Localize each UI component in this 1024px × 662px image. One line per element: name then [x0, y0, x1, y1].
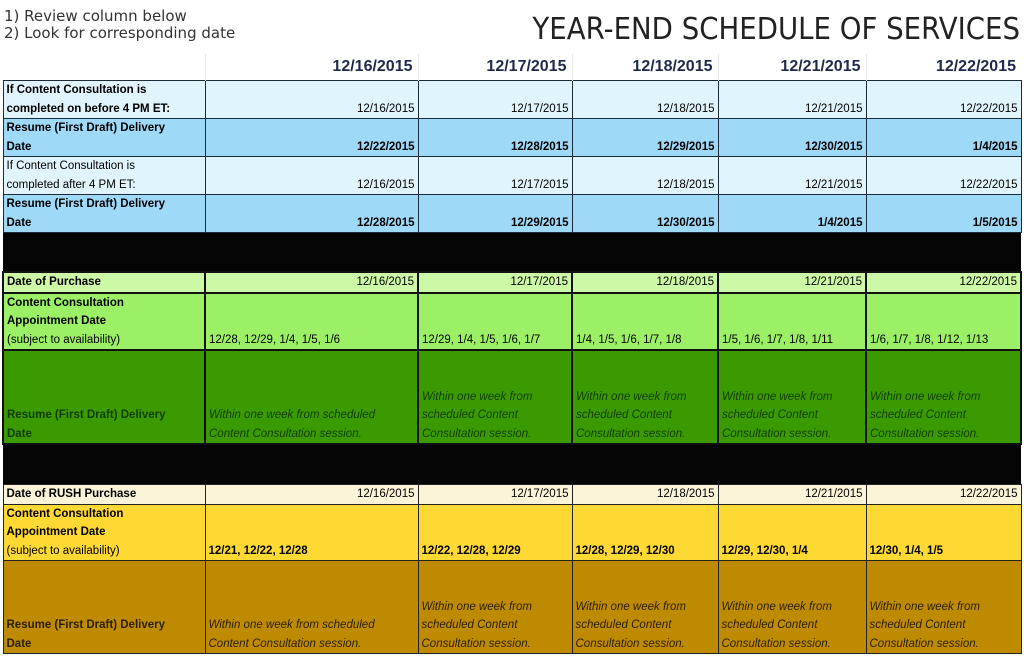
- table-cell: 1/4, 1/5, 1/6, 1/7, 1/8: [572, 293, 718, 351]
- row-label: Resume (First Draft) Delivery Date: [3, 195, 205, 233]
- table-cell: Within one week from scheduled Content Consultation session.: [205, 561, 418, 654]
- page-title: YEAR-END SCHEDULE OF SERVICES: [532, 12, 1020, 47]
- row-label: Date of Purchase: [3, 272, 205, 293]
- row-label: Resume (First Draft) Delivery Date: [3, 561, 205, 654]
- table-cell: Within one week from scheduled Content Consultation session.: [866, 350, 1021, 444]
- column-header: 12/18/2015: [572, 54, 718, 81]
- section-divider: [3, 444, 1021, 485]
- table-cell: Within one week from scheduled Content Consultation session.: [418, 350, 572, 444]
- column-header: 12/22/2015: [866, 54, 1021, 81]
- table-cell: 12/30/2015: [572, 195, 718, 233]
- table-cell: 12/22/2015: [866, 157, 1021, 195]
- table-cell: 12/17/2015: [418, 157, 572, 195]
- table-cell: 12/22/2015: [866, 272, 1021, 293]
- table-cell: 12/16/2015: [205, 81, 418, 119]
- instruction-step-1: 1) Review column below: [4, 7, 187, 25]
- table-cell: 1/5, 1/6, 1/7, 1/8, 1/11: [718, 293, 866, 351]
- table-cell: 12/28, 12/29, 1/4, 1/5, 1/6: [205, 293, 418, 351]
- row-label: Date of RUSH Purchase: [3, 485, 205, 505]
- table-row-delivery-date: [3, 350, 1021, 444]
- divider-bar: [3, 233, 1021, 273]
- table-cell: Within one week from scheduled Content Consultation session.: [418, 561, 572, 654]
- column-header: 12/16/2015: [205, 54, 418, 81]
- table-row-before-4pm-delivery: [3, 119, 1021, 157]
- table-cell: 12/29/2015: [418, 195, 572, 233]
- row-label: Resume (First Draft) Delivery Date: [3, 350, 205, 444]
- table-cell: 12/17/2015: [418, 272, 572, 293]
- table-cell: 1/5/2015: [866, 195, 1021, 233]
- header-corner: [3, 54, 205, 81]
- table-cell: 12/21/2015: [718, 157, 866, 195]
- table-cell: Within one week from scheduled Content Consultation session.: [718, 561, 866, 654]
- divider-bar: [3, 444, 1021, 485]
- table-cell: 1/4/2015: [718, 195, 866, 233]
- table-cell: 12/16/2015: [205, 157, 418, 195]
- table-cell: 12/30/2015: [718, 119, 866, 157]
- instruction-step-2: 2) Look for corresponding date: [4, 24, 236, 42]
- table-row-rush-delivery-date: [3, 561, 1021, 654]
- table-cell: 12/22/2015: [866, 81, 1021, 119]
- table-cell: 12/29/2015: [572, 119, 718, 157]
- row-label: If Content Consultation is completed on before 4 PM ET:: [3, 81, 205, 119]
- table-cell: Within one week from scheduled Content Consultation session.: [205, 350, 418, 444]
- table-cell: 12/22/2015: [205, 119, 418, 157]
- table-row-before-4pm: [3, 81, 1021, 119]
- table-row-date-of-purchase: [3, 272, 1021, 293]
- table-cell: 12/17/2015: [418, 81, 572, 119]
- table-row-date-of-rush-purchase: [3, 485, 1021, 505]
- section-divider: [3, 233, 1021, 273]
- table-cell: 12/29, 1/4, 1/5, 1/6, 1/7: [418, 293, 572, 351]
- table-cell: Within one week from scheduled Content Consultation session.: [866, 561, 1021, 654]
- table-row-rush-appointment-date: [3, 504, 1021, 561]
- table-row-appointment-date: [3, 293, 1021, 351]
- table-cell: Within one week from scheduled Content Consultation session.: [718, 350, 866, 444]
- table-cell: 1/4/2015: [866, 119, 1021, 157]
- table-cell: 12/22, 12/28, 12/29: [418, 504, 572, 561]
- table-cell: 12/28/2015: [418, 119, 572, 157]
- table-cell: 12/30, 1/4, 1/5: [866, 504, 1021, 561]
- table-cell: 12/18/2015: [572, 81, 718, 119]
- row-label: Content Consultation Appointment Date (subject to availability): [3, 293, 205, 351]
- table-cell: 12/21, 12/22, 12/28: [205, 504, 418, 561]
- table-cell: 12/28, 12/29, 12/30: [572, 504, 718, 561]
- header-row: [3, 54, 1021, 81]
- column-header: 12/17/2015: [418, 54, 572, 81]
- instructions: [4, 8, 235, 42]
- table-cell: 1/6, 1/7, 1/8, 1/12, 1/13: [866, 293, 1021, 351]
- table-cell: 12/17/2015: [418, 485, 572, 505]
- column-header: 12/21/2015: [718, 54, 866, 81]
- table-cell: 12/22/2015: [866, 485, 1021, 505]
- schedule-table: [2, 54, 1022, 654]
- table-cell: 12/18/2015: [572, 157, 718, 195]
- table-cell: 12/28/2015: [205, 195, 418, 233]
- table-cell: 12/16/2015: [205, 272, 418, 293]
- table-cell: 12/21/2015: [718, 485, 866, 505]
- table-cell: 12/16/2015: [205, 485, 418, 505]
- table-cell: Within one week from scheduled Content Consultation session.: [572, 350, 718, 444]
- table-row-after-4pm-delivery: [3, 195, 1021, 233]
- table-cell: 12/29, 12/30, 1/4: [718, 504, 866, 561]
- row-label: Content Consultation Appointment Date (subject to availability): [3, 504, 205, 561]
- table-cell: 12/21/2015: [718, 81, 866, 119]
- table-cell: 12/18/2015: [572, 272, 718, 293]
- row-label: Resume (First Draft) Delivery Date: [3, 119, 205, 157]
- table-cell: 12/21/2015: [718, 272, 866, 293]
- row-label: If Content Consultation is completed after 4 PM ET:: [3, 157, 205, 195]
- table-cell: 12/18/2015: [572, 485, 718, 505]
- table-cell: Within one week from scheduled Content Consultation session.: [572, 561, 718, 654]
- table-row-after-4pm: [3, 157, 1021, 195]
